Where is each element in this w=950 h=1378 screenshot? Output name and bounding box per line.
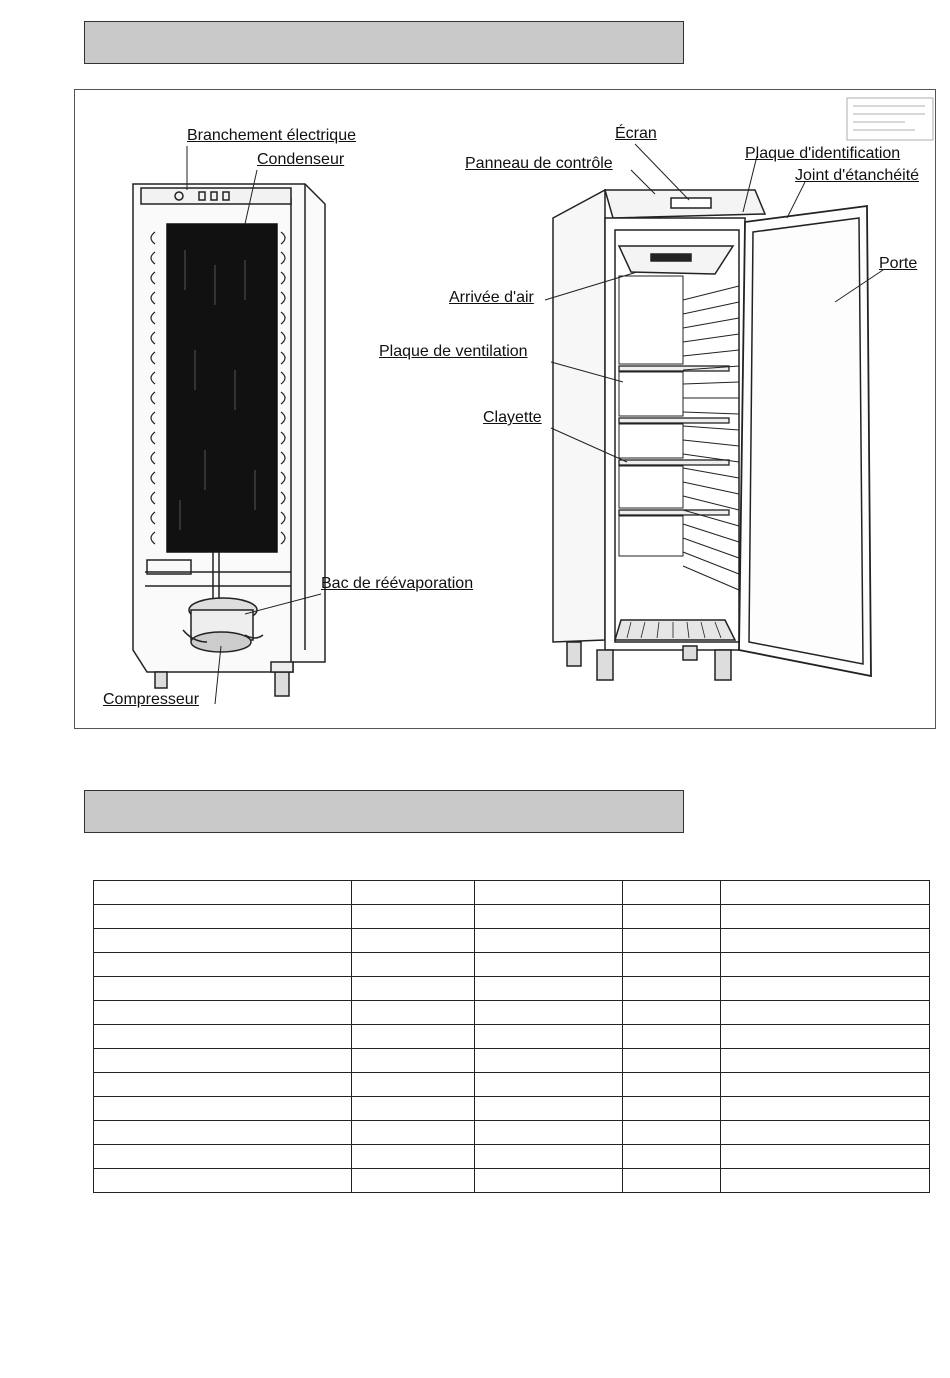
table-cell — [94, 1097, 352, 1121]
table-cell — [475, 929, 623, 953]
table-row — [94, 1169, 930, 1193]
label-joint-etancheite: Joint d'étanchéité — [795, 167, 920, 184]
table-cell — [721, 1049, 930, 1073]
table-cell — [623, 1001, 721, 1025]
condenser-panel — [167, 224, 277, 552]
table-cell — [623, 1025, 721, 1049]
table-cell — [94, 1145, 352, 1169]
table-cell — [94, 881, 352, 905]
table-cell — [352, 1145, 475, 1169]
table-cell — [94, 1025, 352, 1049]
table-cell — [475, 1025, 623, 1049]
table-row — [94, 1049, 930, 1073]
table-cell — [352, 1121, 475, 1145]
table-cell — [475, 1169, 623, 1193]
table-cell — [721, 1001, 930, 1025]
table-row — [94, 929, 930, 953]
table-row — [94, 977, 930, 1001]
table-cell — [352, 977, 475, 1001]
table-cell — [475, 953, 623, 977]
table-cell — [721, 1097, 930, 1121]
section-title-bar-2 — [84, 790, 684, 833]
table-cell — [475, 1001, 623, 1025]
table-row — [94, 1001, 930, 1025]
label-panneau-de-controle: Panneau de contrôle — [465, 155, 613, 172]
label-condenseur: Condenseur — [257, 151, 345, 168]
table-row — [94, 1145, 930, 1169]
table-cell — [352, 929, 475, 953]
specification-table — [93, 880, 930, 1193]
table-cell — [94, 1001, 352, 1025]
label-plaque-identification: Plaque d'identification — [745, 145, 901, 162]
table-cell — [94, 905, 352, 929]
table-cell — [623, 905, 721, 929]
table-cell — [623, 1145, 721, 1169]
table-cell — [475, 1049, 623, 1073]
table-cell — [475, 1121, 623, 1145]
table-cell — [94, 1169, 352, 1193]
back-view-cabinet — [133, 184, 325, 696]
table-cell — [721, 977, 930, 1001]
table-cell — [94, 1121, 352, 1145]
section-title-bar-1 — [84, 21, 684, 64]
label-arrivee-air: Arrivée d'air — [449, 289, 534, 306]
table-row — [94, 1073, 930, 1097]
table-cell — [94, 977, 352, 1001]
label-branchement-electrique: Branchement électrique — [187, 127, 356, 144]
label-compresseur: Compresseur — [103, 691, 200, 708]
specification-table-wrapper — [93, 880, 929, 1193]
table-cell — [475, 905, 623, 929]
table-row — [94, 1097, 930, 1121]
table-cell — [352, 1097, 475, 1121]
table-cell — [721, 1025, 930, 1049]
table-cell — [352, 953, 475, 977]
table-cell — [352, 1049, 475, 1073]
label-plaque-ventilation: Plaque de ventilation — [379, 343, 528, 360]
table-cell — [94, 1049, 352, 1073]
table-cell — [721, 953, 930, 977]
table-cell — [623, 1049, 721, 1073]
table-cell — [721, 1073, 930, 1097]
table-cell — [623, 1121, 721, 1145]
table-row — [94, 881, 930, 905]
label-clayette: Clayette — [483, 409, 542, 426]
table-cell — [721, 1121, 930, 1145]
table-cell — [352, 1169, 475, 1193]
table-cell — [352, 1073, 475, 1097]
table-cell — [475, 977, 623, 1001]
identification-plate-sketch — [847, 98, 933, 140]
table-cell — [475, 1073, 623, 1097]
table-cell — [623, 953, 721, 977]
table-cell — [352, 1001, 475, 1025]
table-cell — [94, 929, 352, 953]
table-cell — [721, 1145, 930, 1169]
front-view-cabinet — [553, 190, 871, 680]
table-cell — [721, 929, 930, 953]
table-cell — [94, 1073, 352, 1097]
table-cell — [623, 929, 721, 953]
table-cell — [623, 1073, 721, 1097]
table-cell — [623, 1169, 721, 1193]
table-cell — [623, 881, 721, 905]
label-ecran: Écran — [615, 125, 657, 142]
table-cell — [475, 1145, 623, 1169]
label-bac-reevaporation: Bac de réévaporation — [321, 575, 474, 592]
table-row — [94, 905, 930, 929]
table-row — [94, 953, 930, 977]
table-cell — [475, 1097, 623, 1121]
table-cell — [623, 1097, 721, 1121]
table-cell — [94, 953, 352, 977]
table-row — [94, 1025, 930, 1049]
table-row — [94, 1121, 930, 1145]
table-cell — [352, 1025, 475, 1049]
table-cell — [721, 881, 930, 905]
table-cell — [721, 905, 930, 929]
table-cell — [623, 977, 721, 1001]
label-porte: Porte — [879, 255, 918, 272]
refrigerator-diagram — [74, 89, 936, 729]
table-cell — [475, 881, 623, 905]
table-cell — [721, 1169, 930, 1193]
table-cell — [352, 881, 475, 905]
table-cell — [352, 905, 475, 929]
